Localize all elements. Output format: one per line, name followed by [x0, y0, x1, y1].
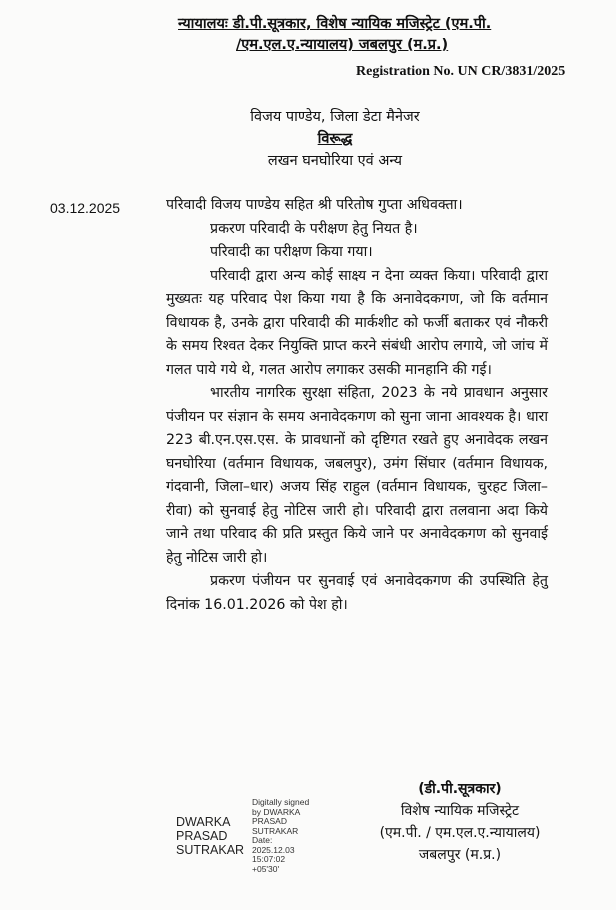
magistrate-place: जबलपुर (म.प्र.)	[418, 847, 502, 863]
order-text	[166, 194, 548, 617]
magistrate-signature-block	[355, 778, 565, 866]
court-name-line2: /एम.एल.ए.न्यायालय) जबलपुर (म.प्र.)	[236, 37, 449, 53]
versus-label: विरूद्ध	[317, 131, 353, 147]
order-paragraph: परिवादी विजय पाण्डेय सहित श्री परितोष गुप्ता अधिवक्ता।	[166, 197, 463, 213]
magistrate-court: (एम.पी. / एम.एल.ए.न्यायालय)	[379, 825, 541, 841]
order-paragraph: परिवादी का परीक्षण किया गया।	[210, 244, 373, 260]
case-parties	[150, 106, 520, 172]
order-paragraph: प्रकरण पंजीयन पर सुनवाई एवं अनावेदकगण की उपस्थिति हेतु दिनांक 16.01.2026 को पेश हो।	[166, 573, 548, 613]
order-paragraph: परिवादी द्वारा अन्य कोई साक्ष्य न देना व्यक्त किया। परिवादी द्वारा मुख्यतः यह परिवाद पेश किया गया है कि अनावेदकगण, जो कि वर्तमान विधायक है, उनके द्वारा परिवादी की मार्कशीट को फर्जी बताकर एवं नौकरी के समय रिश्वत देकर नियुक्ति प्राप्त करने संबंधी आरोप लगाये, जो जांच में गलत पाये गये थे, गलत आरोप लगाकर उसकी मानहानि की गई।	[166, 267, 548, 378]
court-name-line1: न्यायालयः डी.पी.सूत्रकार, विशेष न्यायिक मजिस्ट्रेट (एम.पी.	[178, 16, 492, 32]
registration-number: Registration No. UN CR/3831/2025	[356, 64, 566, 79]
digital-signer-name: DWARKA PRASAD SUTRAKAR	[176, 815, 245, 857]
order-date: 03.12.2025	[50, 200, 121, 216]
magistrate-name: (डी.पी.सूत्रकार)	[418, 781, 502, 797]
order-paragraph: प्रकरण परिवादी के परीक्षण हेतु नियत है।	[210, 220, 418, 237]
digital-signature-details: Digitally signed by DWARKA PRASAD SUTRAKAR Date: 2025.12.03 15:07:02 +05'30'	[252, 797, 310, 874]
order-paragraph: भारतीय नागरिक सुरक्षा संहिता, 2023 के नये प्रावधान अनुसार पंजीयन पर संज्ञान के समय अनावेदकगण को सुना जाना आवश्यक है। धारा 223 बी.एन.एस.एस. के प्रावधानों को दृष्टिगत रखते हुए अनावेदक लखन घनघोरिया (वर्तमान विधायक, जबलपुर), उमंग सिंघार (वर्तमान विधायक, गंदवानी, जिला–धार) अजय सिंह राहुल (वर्तमान विधायक, चुरहट जिला–रीवा) को सुनवाई हेतु नोटिस जारी हो। परिवादी द्वारा तलवाना अदा किये जाने तथा परिवाद की प्रति प्रस्तुत किये जाने पर अनावेदकगण को सुनवाई हेतु नोटिस जारी हो।	[166, 385, 548, 566]
magistrate-designation: विशेष न्यायिक मजिस्ट्रेट	[400, 803, 520, 819]
complainant: विजय पाण्डेय, जिला डेटा मैनेजर	[250, 109, 420, 125]
accused: लखन घनघोरिया एवं अन्य	[267, 153, 403, 169]
court-header	[178, 14, 558, 56]
